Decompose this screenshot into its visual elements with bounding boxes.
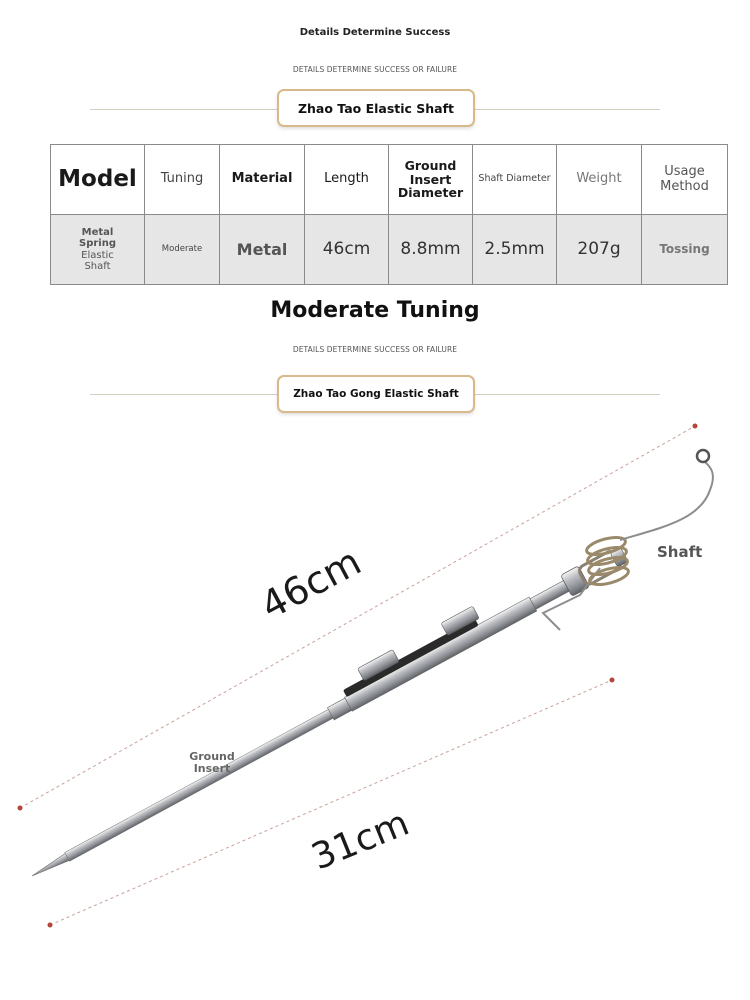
product-label: Zhao Tao Elastic Shaft — [277, 89, 475, 127]
measure-endpoint — [18, 806, 23, 811]
header-usage-method: Usage Method — [642, 145, 728, 215]
product-label-2: Zhao Tao Gong Elastic Shaft — [277, 375, 475, 413]
cell-model — [51, 215, 145, 285]
header-length: Length — [305, 145, 389, 215]
cell-material: Metal — [220, 215, 305, 285]
table-header-row — [51, 145, 728, 215]
product-diagram — [0, 410, 750, 1000]
ground-insert-spike — [65, 707, 338, 861]
header-tuning: Tuning — [145, 145, 220, 215]
rod-upper-tube — [345, 597, 537, 711]
measure-endpoint — [610, 678, 615, 683]
page-title: Details Determine Success — [299, 27, 451, 38]
shaft-label: Shaft — [657, 543, 703, 561]
length-31cm-label: 31cm — [306, 802, 415, 879]
header-shaft-diameter: Shaft Diameter — [473, 145, 557, 215]
length-46cm-label: 46cm — [253, 539, 369, 628]
measure-endpoint — [693, 424, 698, 429]
page-subtitle: DETAILS DETERMINE SUCCESS OR FAILURE — [292, 65, 458, 74]
cell-shaft-diameter: 2.5mm — [473, 215, 557, 285]
length-46cm-line — [20, 426, 695, 808]
model-line: Shaft — [84, 261, 111, 272]
rod-end-fitting — [530, 580, 571, 610]
model-line: Metal — [81, 226, 114, 238]
cell-weight: 207g — [557, 215, 642, 285]
cell-ground-insert-diameter: 8.8mm — [389, 215, 473, 285]
rod-tip — [30, 853, 69, 879]
section-subtitle: DETAILS DETERMINE SUCCESS OR FAILURE — [292, 345, 458, 354]
header-weight: Weight — [557, 145, 642, 215]
header-ground-insert-diameter: Ground Insert Diameter — [389, 145, 473, 215]
measure-endpoint — [48, 923, 53, 928]
model-line: Elastic — [81, 249, 114, 261]
shaft-wire — [620, 462, 713, 540]
line-eyelet — [697, 450, 709, 462]
spec-table — [50, 144, 728, 285]
ground-insert-label: Insert — [193, 762, 231, 775]
model-line: Spring — [79, 238, 116, 249]
cell-usage-method: Tossing — [642, 215, 728, 285]
rod-clip-bar — [343, 619, 479, 698]
header-model: Model — [51, 145, 145, 215]
header-material: Material — [220, 145, 305, 215]
cell-tuning: Moderate — [145, 215, 220, 285]
ground-insert-label: Ground — [189, 750, 235, 763]
cell-length: 46cm — [305, 215, 389, 285]
section-heading: Moderate Tuning — [270, 298, 480, 323]
table-row — [51, 215, 728, 285]
